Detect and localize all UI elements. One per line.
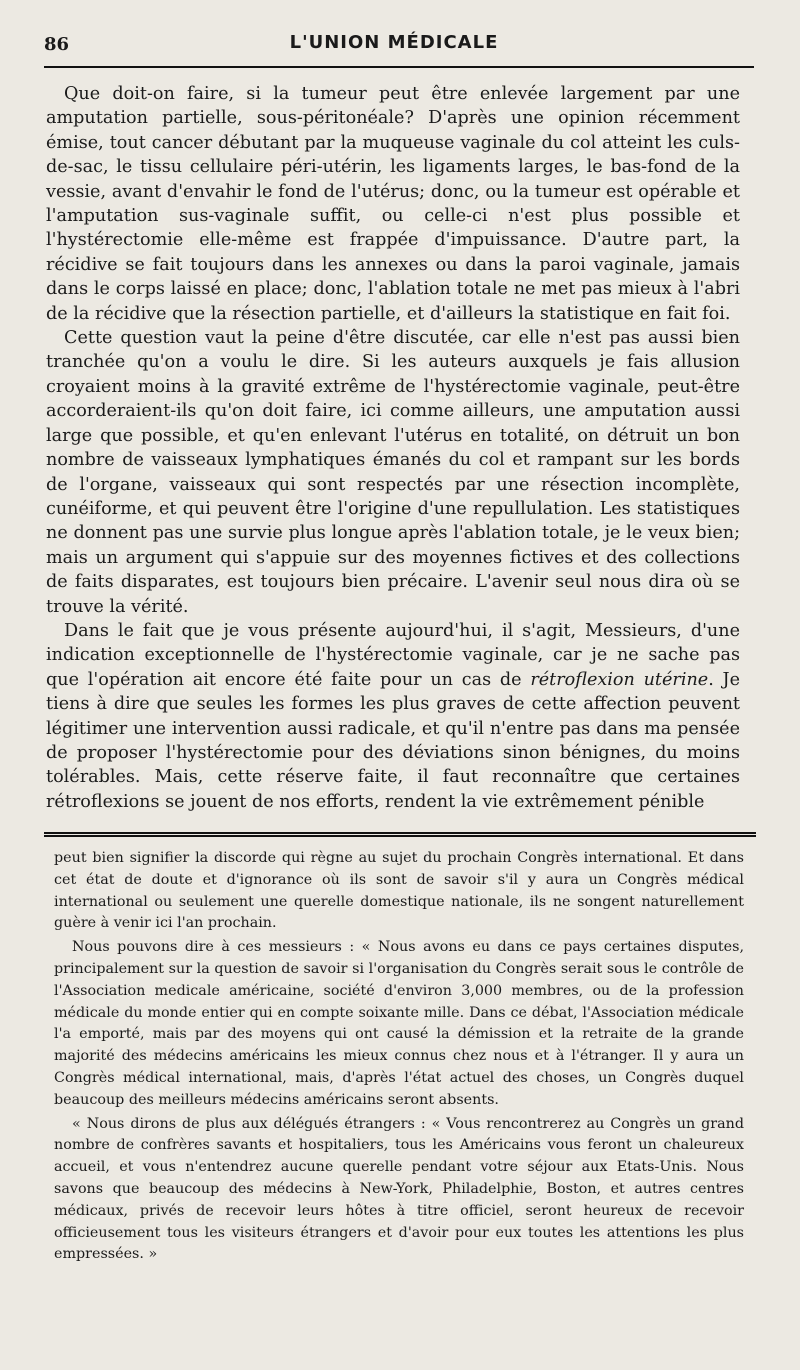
note-paragraph-3: « Nous dirons de plus aux délégués étrangers : « Vous rencontrerez au Congrès un grand nombre de confrères savants et hospitaliers, tous les Américains vous feront un chaleureux accueil, et vous n'entendrez aucune querelle pendant votre séjour aux Etats-Unis. Nous savons que beaucoup des médecins à New-York, Philadelphie, Boston, et autres centres médicaux, privés de recevoir leurs hôtes à titre officiel, seront heureux de recevoir officieusement tous les visiteurs étrangers et d'avoir pour eux toutes les attentions les plus empressées. » [54,1115,744,1263]
note-paragraph-1: peut bien signifier la discorde qui règne au sujet du prochain Congrès international. Et dans cet état de doute et d'ignorance où ils sont de savoir s'il y aura un Congrès médical international ou seulement une querelle domestique nationale, ils ne songent naturellement guère à venir ici l'an prochain. [54,850,744,932]
note-paragraph-2: Nous pouvons dire à ces messieurs : « Nous avons eu dans ce pays certaines disputes, principalement sur la question de savoir si l'organisation du Congrès serait sous le contrôle de l'Association medicale américaine, société d'environ 3,000 membres, ou de la profession médicale du monde entier qui en compte soixante mille. Dans ce débat, l'Association médicale l'a emporté, mais par des moyens qui ont causé la démission et la retraite de la grande majorité des médecins américains les mieux connus chez nous et à l'étranger. Il y aura un Congrès médical international, mais, d'après l'état actuel des choses, un Congrès duquel beaucoup des meilleurs médecins américains seront absents. [54,939,744,1108]
page-number: 86 [44,34,70,55]
paragraph-3 [46,619,740,814]
footnote-text [54,848,744,1268]
main-text [46,82,740,814]
italic-term: rétroflexion utérine [530,669,709,690]
page-header [44,28,744,60]
header-rule [44,66,754,68]
paragraph-3-start: Dans le fait que je vous présente aujourd'hui, il s'agit, Messieurs, d'une indication exceptionnelle de l'hystérectomie vaginale, car je ne sache pas que l'opération ait encore été faite pour un cas de [46,620,740,690]
paragraph-2: Cette question vaut la peine d'être discutée, car elle n'est pas aussi bien tranchée qu'on a voulu le dire. Si les auteurs auxquels je fais allusion croyaient moins à la gravité extrême de l'hystérectomie vaginale, peut-être accorderaient-ils qu'on doit faire, ici comme ailleurs, une amputation aussi large que possible, et qu'en enlevant l'utérus en totalité, on détruit un bon nombre de vaisseaux lymphatiques émanés du col et rampant sur les bords de l'organe, vaisseaux qui sont respectés par une résection incomplète, cunéiforme, et qui peuvent être l'origine d'une repullulation. Les statistiques ne donnent pas une survie plus longue après l'ablation totale, je le veux bien; mais un argument qui s'appuie sur des moyennes fictives et des collections de faits disparates, est toujours bien précaire. L'avenir seul nous dira où se trouve la vérité. [46,328,740,617]
footnote-separator [44,832,756,837]
running-title: L'UNION MÉDICALE [289,32,499,53]
paragraph-3-end: . Je tiens à dire que seules les formes les plus graves de cette affection peuvent légitimer une intervention aussi radicale, et qu'il n'entre pas dans ma pensée de proposer l'hystérectomie pour des déviations sinon bénignes, du moins tolérables. Mais, cette réserve faite, il faut reconnaître que certaines rétroflexions se jouent de nos efforts, rendent la vie extrêmement pénible [46,669,741,812]
paragraph-1: Que doit-on faire, si la tumeur peut être enlevée largement par une amputation partielle, sous-péritonéale? D'après une opinion récemment émise, tout cancer débutant par la muqueuse vaginale du col atteint les culs-de-sac, le tissu cellulaire péri-utérin, les ligaments larges, le bas-fond de la vessie, avant d'envahir le fond de l'utérus; donc, ou la tumeur est opérable et l'amputation sus-vaginale suffit, ou celle-ci n'est plus possible et l'hystérectomie elle-même est frappée d'impuissance. D'autre part, la récidive se fait toujours dans les annexes ou dans la paroi vaginale, jamais dans le corps laissé en place; donc, l'ablation totale ne met pas mieux à l'abri de la récidive que la résection partielle, et d'ailleurs la statistique en fait foi. [46,84,740,324]
